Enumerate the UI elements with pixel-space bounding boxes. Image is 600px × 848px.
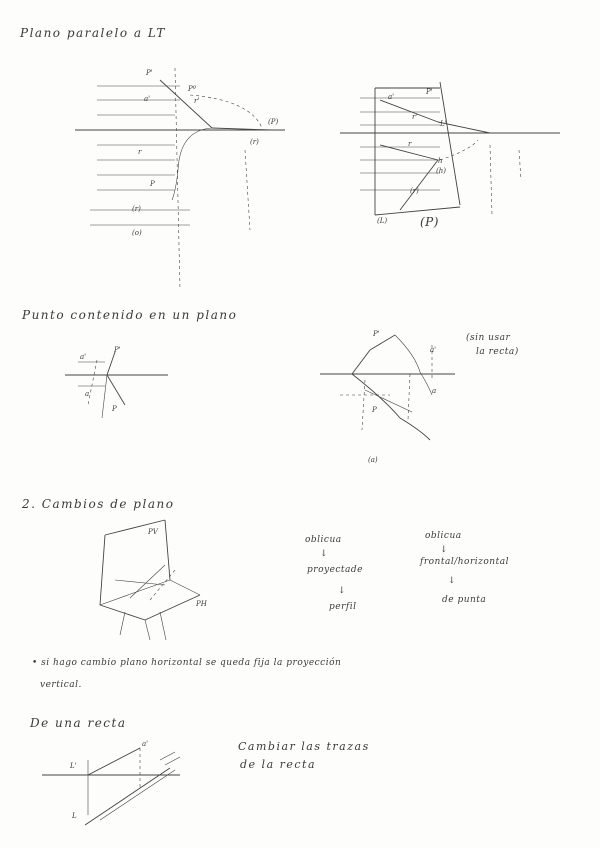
label-r-prime: r' <box>194 97 200 105</box>
label-l: L <box>72 812 77 820</box>
label-h-bracket: (h) <box>436 167 446 175</box>
label-l-prime: L' <box>440 120 447 128</box>
label-r-2: r <box>408 140 412 148</box>
col2-arrow-1: ↓ <box>440 545 449 555</box>
remark-vertical: vertical. <box>40 680 82 690</box>
section-title-de-una-recta: De una recta <box>30 716 127 730</box>
label-p-3: P <box>372 406 377 414</box>
section-title-cambios-plano: 2. Cambios de plano <box>22 497 175 511</box>
label-a-prime-4: a' <box>430 346 437 354</box>
col1-perfil: perfil <box>329 602 357 612</box>
note-sin-usar: (sin usar <box>466 333 511 343</box>
section-title-punto-plano: Punto contenido en un plano <box>22 308 238 322</box>
label-a-bracket: (a) <box>368 456 378 464</box>
col2-de-punta: de punta <box>442 595 487 605</box>
col1-proyectade: proyectade <box>307 565 364 575</box>
figure-plano-paralelo-2 <box>340 82 560 215</box>
label-p-prime-4: P' <box>373 330 380 338</box>
label-p-bracket: (P) <box>268 118 279 126</box>
label-r: r <box>138 148 142 156</box>
label-a-prime-2: a' <box>388 93 395 101</box>
col2-frontal-horizontal: frontal/horizontal <box>420 557 509 567</box>
section-title-plano-paralelo: Plano paralelo a LT <box>20 26 166 40</box>
label-pv: PV <box>148 528 158 536</box>
remark-cambio-plano: • si hago cambio plano horizontal se queda fija la proyección <box>32 658 342 668</box>
figure-plano-paralelo-1 <box>75 68 285 290</box>
note-cambiar-trazas: Cambiar las trazas <box>238 740 370 753</box>
label-p: P <box>150 180 155 188</box>
label-r-bracket-3: (r) <box>410 187 419 195</box>
label-p-zero: Pº <box>188 85 197 93</box>
label-r-bracket-2: (r) <box>250 138 259 146</box>
label-r-prime-2: r' <box>412 113 418 121</box>
label-p-prime-3: P' <box>114 346 121 354</box>
label-o-bracket: (o) <box>132 229 142 237</box>
label-ph: PH <box>196 600 207 608</box>
label-p-prime: P' <box>146 69 153 77</box>
note-de-la-recta: de la recta <box>240 758 317 771</box>
label-a-prime-3: a' <box>80 353 87 361</box>
col2-oblicua: oblicua <box>425 531 462 541</box>
label-h: h <box>438 157 443 165</box>
label-l-prime-2: L' <box>70 762 77 770</box>
col1-oblicua: oblicua <box>305 535 342 545</box>
label-p-prime-2: P' <box>426 88 433 96</box>
label-l-bracket: (L) <box>377 217 388 225</box>
label-p-bracket-2: (P) <box>420 215 439 229</box>
label-a-prime: a' <box>144 95 151 103</box>
label-p-2: P <box>112 405 117 413</box>
figure-de-una-recta <box>42 748 180 825</box>
col1-arrow-2: ↓ <box>338 586 347 596</box>
label-a-2: a <box>432 387 437 395</box>
col2-arrow-2: ↓ <box>448 576 457 586</box>
note-la-recta: la recta) <box>476 347 519 357</box>
label-a-prime-5: a' <box>142 740 149 748</box>
figure-cambios-plano <box>100 520 200 640</box>
label-a: a <box>85 390 90 398</box>
col1-arrow-1: ↓ <box>320 549 329 559</box>
label-r-bracket: (r) <box>132 205 141 213</box>
